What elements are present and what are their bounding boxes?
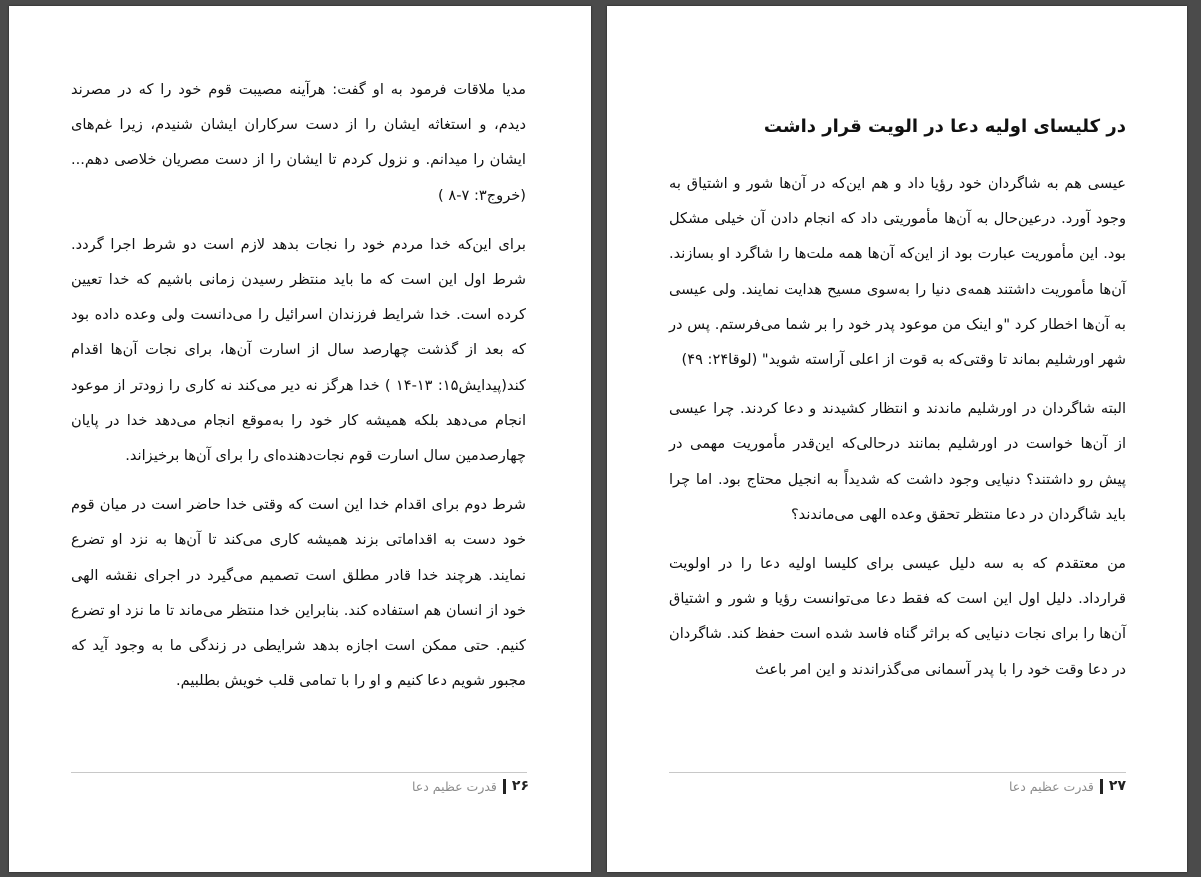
paragraph: مدیا ملاقات فرمود به او گفت: هرآینه مصیبت قوم خود را که در مصرند دیدم، و استغاثه ایشان را از دست سرکاران ایشان شنیدم، زیرا غم‌های ایشان را میدانم. و نزول کردم تا ایشان را از دست مصریان خلاصی دهم...(خروج۳: ۷-۸ ): [71, 81, 526, 204]
page-body: [71, 72, 526, 712]
page-footer: [1009, 776, 1126, 796]
footer-separator: [1100, 779, 1103, 794]
paragraph: من معتقدم که به سه دلیل عیسی برای کلیسا اولیه دعا را در اولویت قرارداد. دلیل اول این است که فقط دعا می‌توانست رؤیا و شور و اشتیاق آن‌ها را برای نجات دنیایی که براثر گناه فاسد شده است حفظ کند. شاگردان در دعا وقت خود را با پدر آسمانی می‌گذراندند و این امر باعث: [669, 555, 1126, 678]
section-heading: در کلیسای اولیه دعا در الویت قرار داشت: [763, 116, 1126, 137]
page-footer: [412, 776, 529, 796]
page-number: ۲۷: [1108, 778, 1126, 794]
footer-divider: [669, 772, 1126, 773]
paragraph: برای این‌که خدا مردم خود را نجات بدهد لازم است دو شرط اجرا گردد. شرط اول این است که ما باید منتظر رسیدن زمانی باشیم که خدا تعیین کرده است. خدا شرایط فرزندان اسرائیل را می‌دانست ولی وعده داده بود که بعد از گذشت چهارصد سال از اسارت آن‌ها، برای نجات آن‌ها اقدام کند(پیدایش۱۵: ۱۳-۱۴ ) خدا هرگز نه دیر می‌کند نه کاری را زودتر از موعود انجام می‌دهد بلکه همیشه کار خود را به‌موقع انجام می‌دهد خدا در پایان چهارصدمین سال اسارت قوم نجات‌دهنده‌ای را برای آن‌ها برخیزاند.: [71, 235, 526, 465]
running-title: قدرت عظیم دعا: [411, 778, 497, 794]
page-number: ۲۶: [511, 778, 529, 794]
page-body: [669, 114, 1126, 701]
page-right: [607, 6, 1187, 872]
paragraph: شرط دوم برای اقدام خدا این است که وقتی خدا حاضر است در میان قوم خود دست به اقداماتی بزند همیشه کاری می‌کند تا آن‌ها به نزد او تضرع نمایند. هرچند خدا قادر مطلق است تصمیم می‌گیرد در اجرای نقشه الهی خود از انسان هم استفاده کند. بنابراین خدا منتظر می‌ماند تا ما نزد او تضرع کنیم. حتی ممکن است اجازه بدهد شرایطی در زندگی ما به وجود آید که مجبور شویم دعا کنیم و او را با تمامی قلب خویش بطلبیم.: [71, 496, 526, 690]
running-title: قدرت عظیم دعا: [1008, 778, 1094, 794]
footer-separator: [503, 779, 506, 794]
paragraph: عیسی هم به شاگردان خود رؤیا داد و هم این‌که در آن‌ها شور و اشتیاق به وجود آورد. درعین‌حال به آن‌ها مأموریتی داد که انجام دادن آن خیلی مشکل بود. این مأموریت عبارت بود از این‌که آن‌ها همه ملت‌ها را شاگرد او بسازند. آن‌ها مأموریت داشتند همه‌ی دنیا را به‌سوی مسیح هدایت نمایند. ولی عیسی به آن‌ها اخطار کرد "و اینک من موعود پدر خود را بر شما می‌فرستم. پس در شهر اورشلیم بماند تا وقتی‌که به قوت از اعلی آراسته شوید" (لوقا۲۴: ۴۹): [669, 175, 1126, 369]
paragraph: البته شاگردان در اورشلیم ماندند و انتظار کشیدند و دعا کردند. چرا عیسی از آن‌ها خواست در اورشلیم بمانند درحالی‌که این‌قدر مأموریت مهمی در پیش رو داشتند؟ دنیایی وجود داشت که شدیداً به انجیل محتاج بود. اما چرا باید شاگردان در دعا منتظر تحقق وعده الهی می‌ماندند؟: [669, 400, 1126, 523]
footer-divider: [71, 772, 527, 773]
page-left: [9, 6, 591, 872]
